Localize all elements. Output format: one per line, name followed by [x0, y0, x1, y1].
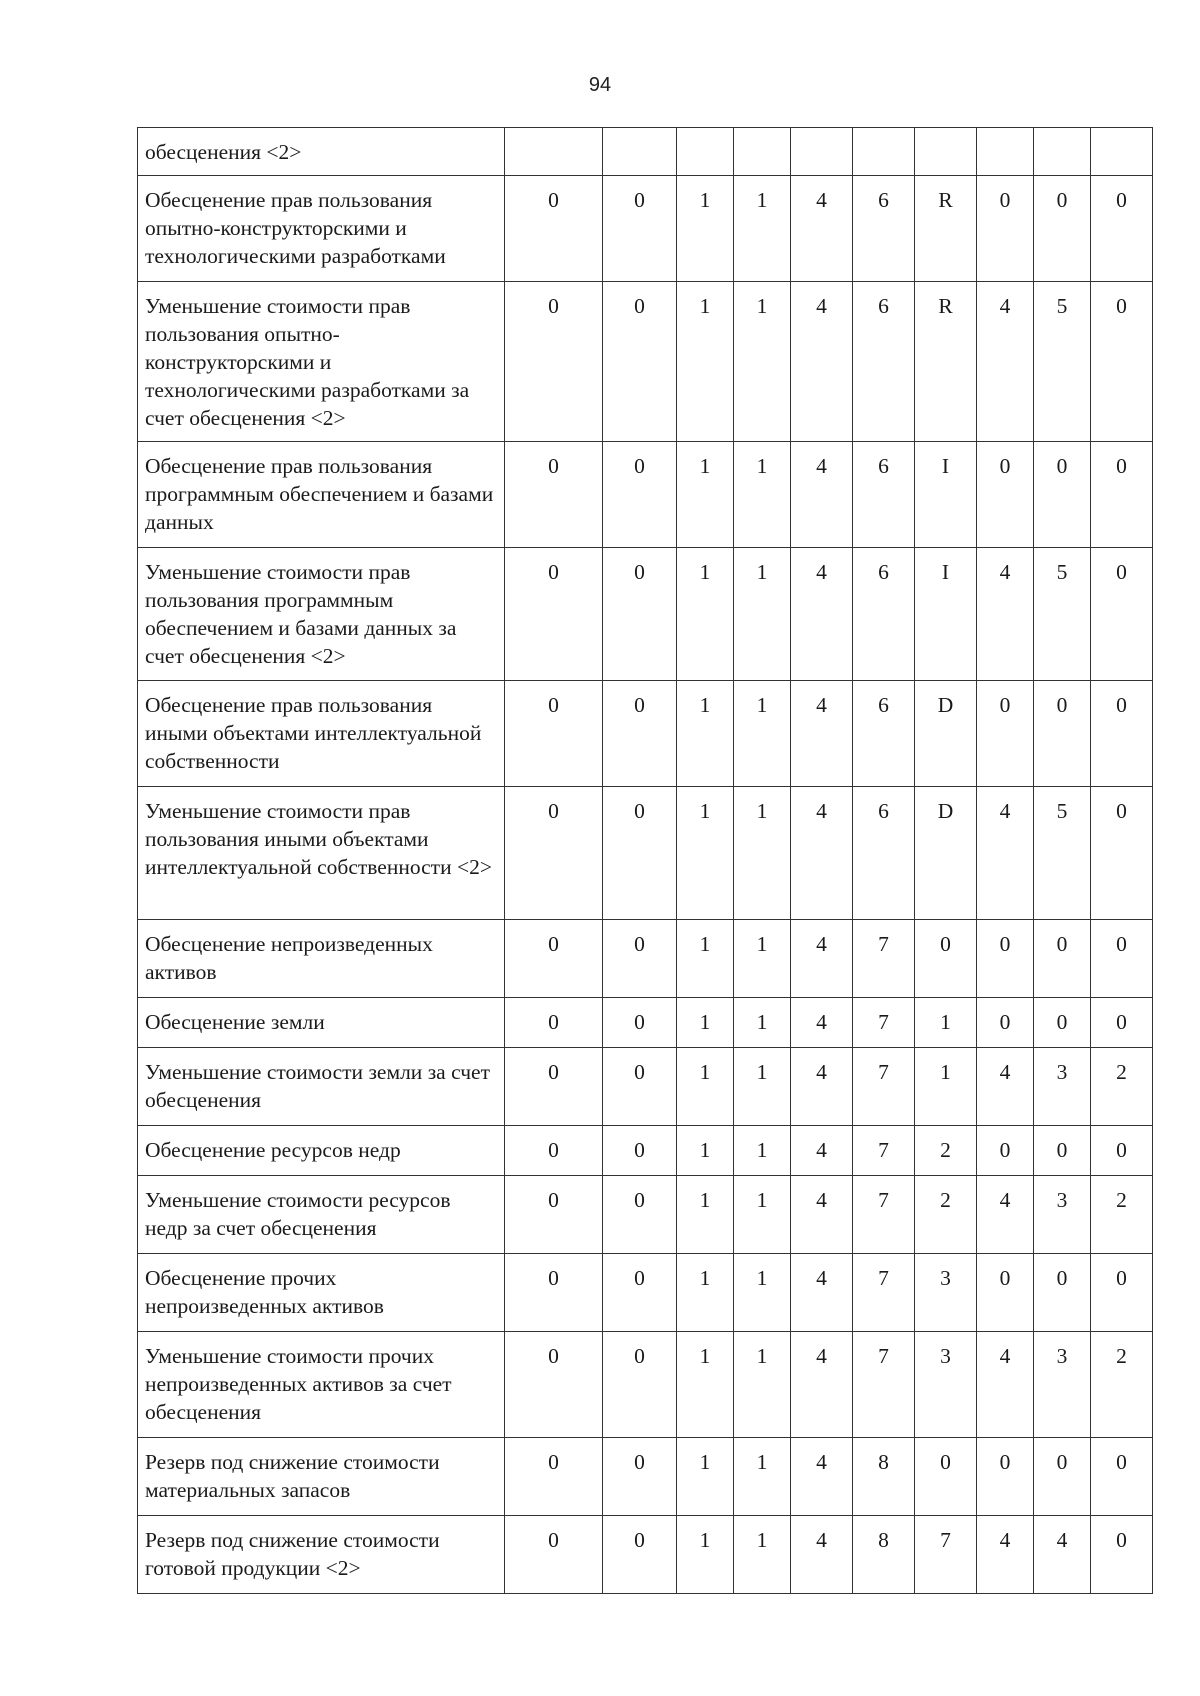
row-label: Обесценение ресурсов недр: [138, 1126, 505, 1176]
code-digit-5: 4: [791, 920, 853, 998]
code-digit-3: 1: [677, 548, 734, 681]
code-digit-7: 3: [915, 1332, 977, 1438]
code-digit-6: 6: [853, 787, 915, 920]
code-digit-3: 1: [677, 1048, 734, 1126]
code-digit-4: 1: [734, 1254, 791, 1332]
account-codes-table: [137, 127, 1153, 1594]
row-label: Обесценение прав пользования опытно-конструкторскими и технологическими разработками: [138, 176, 505, 282]
code-digit-3: 1: [677, 920, 734, 998]
code-digit-4: 1: [734, 548, 791, 681]
code-digit-10: 0: [1091, 681, 1153, 787]
code-digit-3: 1: [677, 1126, 734, 1176]
code-digit-3: 1: [677, 1254, 734, 1332]
code-digit-3: 1: [677, 1176, 734, 1254]
code-digit-5: [791, 128, 853, 176]
row-label: Резерв под снижение стоимости готовой продукции <2>: [138, 1516, 505, 1594]
table-row: [138, 176, 1153, 282]
code-digit-6: 7: [853, 1126, 915, 1176]
code-digit-10: 2: [1091, 1332, 1153, 1438]
code-digit-10: 0: [1091, 998, 1153, 1048]
table-row: [138, 998, 1153, 1048]
code-digit-4: 1: [734, 787, 791, 920]
code-digit-10: 0: [1091, 1438, 1153, 1516]
code-digit-7: 2: [915, 1176, 977, 1254]
row-label: Резерв под снижение стоимости материальных запасов: [138, 1438, 505, 1516]
code-digit-3: 1: [677, 1516, 734, 1594]
code-digit-5: 4: [791, 442, 853, 548]
code-digit-10: 0: [1091, 282, 1153, 442]
code-digit-1: 0: [505, 998, 603, 1048]
code-digit-8: 0: [977, 1438, 1034, 1516]
code-digit-2: 0: [603, 1438, 677, 1516]
table-body: [138, 128, 1153, 1594]
code-digit-9: 5: [1034, 548, 1091, 681]
code-digit-4: 1: [734, 998, 791, 1048]
code-digit-9: 3: [1034, 1332, 1091, 1438]
code-digit-6: 8: [853, 1516, 915, 1594]
row-label: Обесценение прав пользования иными объектами интеллектуальной собственности: [138, 681, 505, 787]
code-digit-7: D: [915, 787, 977, 920]
code-digit-10: 2: [1091, 1176, 1153, 1254]
code-digit-6: 7: [853, 1048, 915, 1126]
code-digit-7: 2: [915, 1126, 977, 1176]
code-digit-8: 0: [977, 176, 1034, 282]
code-digit-7: R: [915, 176, 977, 282]
table-row: [138, 1048, 1153, 1126]
code-digit-4: [734, 128, 791, 176]
table-row: [138, 1126, 1153, 1176]
row-label: Обесценение прочих непроизведенных активов: [138, 1254, 505, 1332]
row-label: Уменьшение стоимости прав пользования опытно-конструкторскими и технологическими разработками за счет обесценения <2>: [138, 282, 505, 442]
code-digit-10: 0: [1091, 176, 1153, 282]
code-digit-1: 0: [505, 681, 603, 787]
page-number: 94: [588, 74, 612, 96]
table-row: [138, 1176, 1153, 1254]
table-row: [138, 1254, 1153, 1332]
code-digit-4: 1: [734, 176, 791, 282]
code-digit-5: 4: [791, 1332, 853, 1438]
code-digit-8: 0: [977, 442, 1034, 548]
table-row: [138, 1516, 1153, 1594]
code-digit-7: I: [915, 442, 977, 548]
code-digit-2: 0: [603, 681, 677, 787]
row-label: Уменьшение стоимости земли за счет обесценения: [138, 1048, 505, 1126]
code-digit-5: 4: [791, 1438, 853, 1516]
code-digit-7: 7: [915, 1516, 977, 1594]
row-label: Обесценение прав пользования программным обеспечением и базами данных: [138, 442, 505, 548]
code-digit-3: 1: [677, 1438, 734, 1516]
code-digit-9: 3: [1034, 1176, 1091, 1254]
code-digit-2: 0: [603, 920, 677, 998]
code-digit-2: 0: [603, 442, 677, 548]
table-row: [138, 548, 1153, 681]
code-digit-4: 1: [734, 681, 791, 787]
code-digit-2: 0: [603, 1048, 677, 1126]
code-digit-6: 6: [853, 176, 915, 282]
code-digit-5: 4: [791, 548, 853, 681]
code-digit-2: 0: [603, 1254, 677, 1332]
table-row: [138, 787, 1153, 920]
code-digit-2: 0: [603, 548, 677, 681]
code-digit-5: 4: [791, 1176, 853, 1254]
code-digit-4: 1: [734, 1516, 791, 1594]
code-digit-8: 0: [977, 681, 1034, 787]
code-digit-6: 6: [853, 282, 915, 442]
code-digit-6: 7: [853, 1254, 915, 1332]
code-digit-8: 4: [977, 1176, 1034, 1254]
code-digit-8: 4: [977, 1516, 1034, 1594]
code-digit-4: 1: [734, 1176, 791, 1254]
table-row: [138, 1438, 1153, 1516]
code-digit-10: 0: [1091, 548, 1153, 681]
code-digit-8: 4: [977, 787, 1034, 920]
code-digit-7: 1: [915, 1048, 977, 1126]
code-digit-6: 8: [853, 1438, 915, 1516]
code-digit-7: I: [915, 548, 977, 681]
code-digit-9: 0: [1034, 442, 1091, 548]
code-digit-8: 0: [977, 920, 1034, 998]
row-label: Уменьшение стоимости прав пользования иными объектами интеллектуальной собственности <2>: [138, 787, 505, 920]
table-row: [138, 128, 1153, 176]
code-digit-8: 0: [977, 1254, 1034, 1332]
code-digit-2: 0: [603, 1176, 677, 1254]
code-digit-3: 1: [677, 998, 734, 1048]
code-digit-1: 0: [505, 1332, 603, 1438]
code-digit-9: 3: [1034, 1048, 1091, 1126]
code-digit-10: 0: [1091, 1126, 1153, 1176]
code-digit-1: 0: [505, 282, 603, 442]
code-digit-4: 1: [734, 442, 791, 548]
row-label: обесценения <2>: [138, 128, 505, 176]
code-digit-3: 1: [677, 787, 734, 920]
row-label: Уменьшение стоимости прав пользования программным обеспечением и базами данных за счет обесценения <2>: [138, 548, 505, 681]
code-digit-9: 0: [1034, 1126, 1091, 1176]
code-digit-5: 4: [791, 1126, 853, 1176]
code-digit-4: 1: [734, 1438, 791, 1516]
code-digit-8: 4: [977, 1048, 1034, 1126]
code-digit-3: 1: [677, 442, 734, 548]
code-digit-3: 1: [677, 176, 734, 282]
code-digit-7: 1: [915, 998, 977, 1048]
table-row: [138, 920, 1153, 998]
code-digit-2: [603, 128, 677, 176]
code-digit-9: 0: [1034, 681, 1091, 787]
code-digit-9: 5: [1034, 787, 1091, 920]
code-digit-10: 0: [1091, 787, 1153, 920]
row-label: Уменьшение стоимости прочих непроизведенных активов за счет обесценения: [138, 1332, 505, 1438]
code-digit-1: 0: [505, 176, 603, 282]
code-digit-8: [977, 128, 1034, 176]
code-digit-5: 4: [791, 176, 853, 282]
code-digit-7: 3: [915, 1254, 977, 1332]
code-digit-7: [915, 128, 977, 176]
code-digit-9: 0: [1034, 176, 1091, 282]
table-row: [138, 442, 1153, 548]
code-digit-10: 0: [1091, 920, 1153, 998]
code-digit-6: 6: [853, 548, 915, 681]
code-digit-3: 1: [677, 681, 734, 787]
table-row: [138, 681, 1153, 787]
row-label: Обесценение непроизведенных активов: [138, 920, 505, 998]
code-digit-1: 0: [505, 920, 603, 998]
row-label: Обесценение земли: [138, 998, 505, 1048]
code-digit-10: 2: [1091, 1048, 1153, 1126]
code-digit-8: 4: [977, 1332, 1034, 1438]
code-digit-8: 4: [977, 548, 1034, 681]
code-digit-9: 4: [1034, 1516, 1091, 1594]
code-digit-2: 0: [603, 282, 677, 442]
code-digit-8: 0: [977, 1126, 1034, 1176]
table-row: [138, 282, 1153, 442]
code-digit-4: 1: [734, 1332, 791, 1438]
code-digit-2: 0: [603, 1126, 677, 1176]
code-digit-1: 0: [505, 787, 603, 920]
code-digit-10: [1091, 128, 1153, 176]
code-digit-6: 7: [853, 920, 915, 998]
code-digit-1: 0: [505, 442, 603, 548]
code-digit-4: 1: [734, 920, 791, 998]
code-digit-9: 0: [1034, 1438, 1091, 1516]
code-digit-7: 0: [915, 920, 977, 998]
code-digit-2: 0: [603, 787, 677, 920]
code-digit-5: 4: [791, 1516, 853, 1594]
code-digit-6: 6: [853, 681, 915, 787]
code-digit-3: 1: [677, 282, 734, 442]
code-digit-7: 0: [915, 1438, 977, 1516]
code-digit-9: [1034, 128, 1091, 176]
code-digit-7: R: [915, 282, 977, 442]
code-digit-9: 0: [1034, 920, 1091, 998]
code-digit-1: 0: [505, 1254, 603, 1332]
row-label: Уменьшение стоимости ресурсов недр за счет обесценения: [138, 1176, 505, 1254]
code-digit-9: 5: [1034, 282, 1091, 442]
code-digit-1: 0: [505, 1176, 603, 1254]
code-digit-4: 1: [734, 282, 791, 442]
code-digit-6: 7: [853, 998, 915, 1048]
code-digit-9: 0: [1034, 1254, 1091, 1332]
code-digit-5: 4: [791, 282, 853, 442]
code-digit-7: D: [915, 681, 977, 787]
code-digit-2: 0: [603, 176, 677, 282]
code-digit-9: 0: [1034, 998, 1091, 1048]
code-digit-1: [505, 128, 603, 176]
code-digit-1: 0: [505, 548, 603, 681]
code-digit-4: 1: [734, 1126, 791, 1176]
code-digit-5: 4: [791, 681, 853, 787]
code-digit-3: 1: [677, 1332, 734, 1438]
code-digit-5: 4: [791, 998, 853, 1048]
code-digit-6: 6: [853, 442, 915, 548]
code-digit-3: [677, 128, 734, 176]
code-digit-10: 0: [1091, 442, 1153, 548]
code-digit-5: 4: [791, 1254, 853, 1332]
table-row: [138, 1332, 1153, 1438]
code-digit-5: 4: [791, 1048, 853, 1126]
code-digit-1: 0: [505, 1048, 603, 1126]
code-digit-1: 0: [505, 1438, 603, 1516]
code-digit-5: 4: [791, 787, 853, 920]
code-digit-1: 0: [505, 1516, 603, 1594]
code-digit-10: 0: [1091, 1516, 1153, 1594]
code-digit-8: 0: [977, 998, 1034, 1048]
code-digit-6: 7: [853, 1176, 915, 1254]
code-digit-1: 0: [505, 1126, 603, 1176]
code-digit-6: [853, 128, 915, 176]
code-digit-2: 0: [603, 1332, 677, 1438]
code-digit-6: 7: [853, 1332, 915, 1438]
code-digit-10: 0: [1091, 1254, 1153, 1332]
code-digit-2: 0: [603, 998, 677, 1048]
code-digit-2: 0: [603, 1516, 677, 1594]
code-digit-8: 4: [977, 282, 1034, 442]
code-digit-4: 1: [734, 1048, 791, 1126]
